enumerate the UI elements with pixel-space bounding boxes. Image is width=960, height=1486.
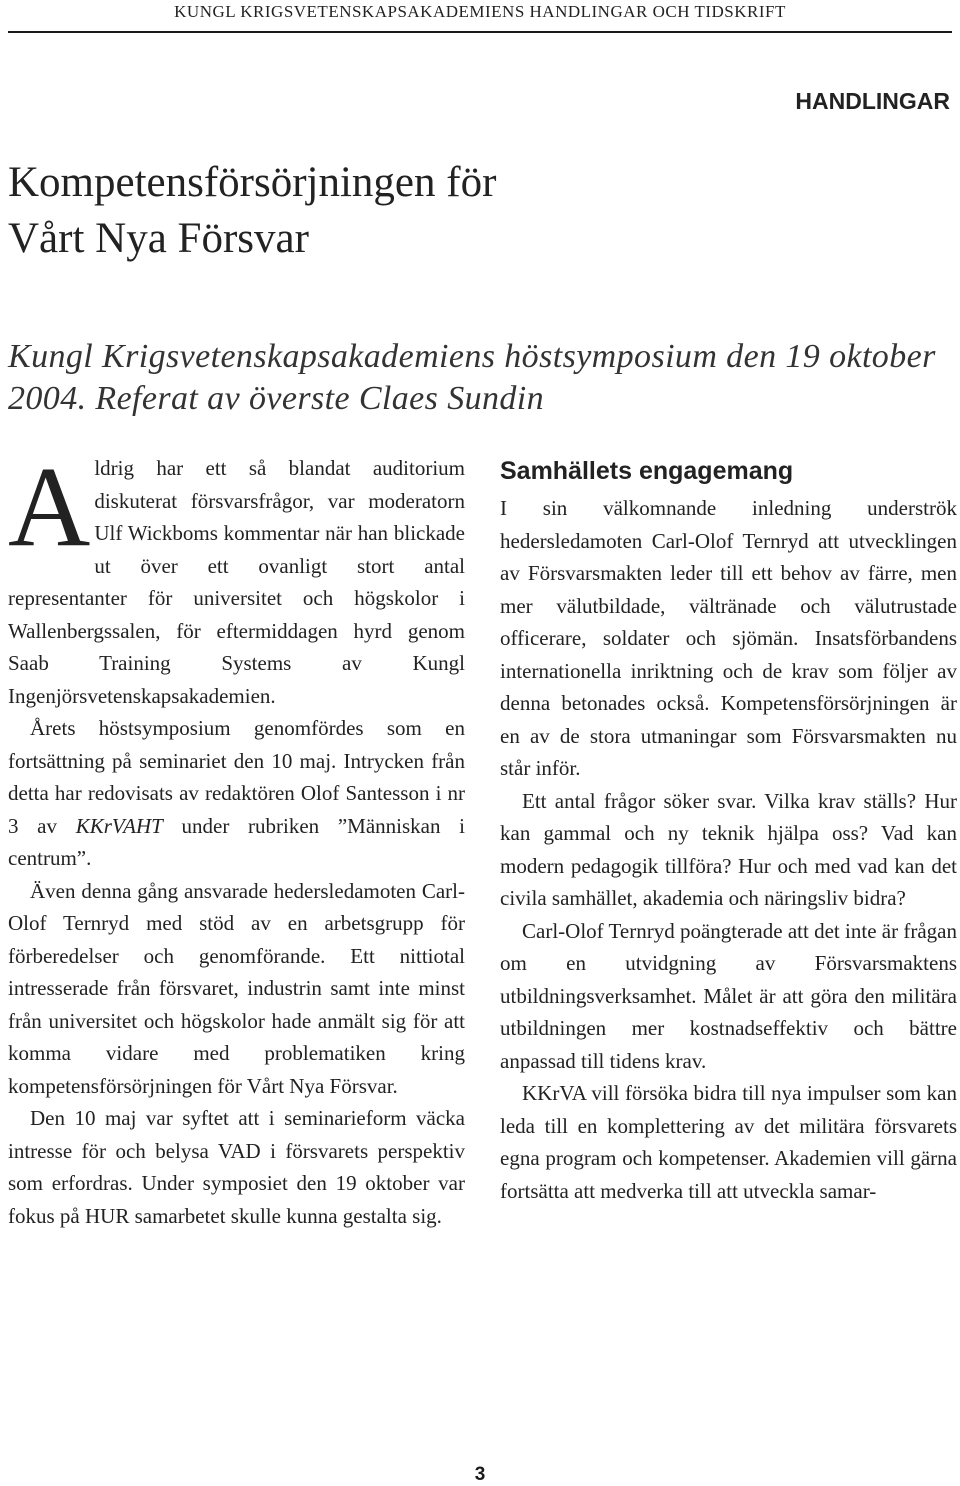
lead-paragraph xyxy=(8,443,465,712)
article-subtitle: Kungl Krigsvetenskapsakademiens höstsymposium den 19 oktober 2004. Referat av överste Claes Sundin xyxy=(8,338,936,417)
body-paragraph: I sin välkomnande inledning underströk hedersledamoten Carl-Olof Ternryd att utvecklingen av Försvarsmakten leder till ett behov av färre, men mer välutbildade, vältränade och välutrustade officerare, soldater och sjömän. Insatsförbandens internationella inriktning och de krav som följer av denna betonades också. Kompetensförsörjningen är en av de stora utmaningar som Försvarsmakten nu står inför. xyxy=(500,496,957,780)
section-label: HANDLINGAR xyxy=(795,88,950,114)
header-rule xyxy=(8,31,952,33)
body-paragraph-text-end: under rubriken ”Människan i centrum”. xyxy=(8,813,465,870)
article-title xyxy=(8,155,496,267)
journal-name: KKrVAHT xyxy=(75,813,163,838)
body-paragraph xyxy=(8,712,465,875)
body-paragraph: Ett antal frågor söker svar. Vilka krav ställs? Hur kan gammal och ny teknik hjälpa oss? Vad kan modern pedagogik tillföra? Hur och med vad kan det civila samhället, akademia och näringsliv bidra? xyxy=(500,788,957,910)
running-head: KUNGL KRIGSVETENSKAPSAKADEMIENS HANDLINGAR OCH TIDSKRIFT xyxy=(174,2,786,21)
page-number: 3 xyxy=(474,1464,486,1485)
right-column xyxy=(500,452,957,1207)
body-paragraph: Även denna gång ansvarade hedersledamoten Carl-Olof Ternryd med stöd av en arbetsgrupp för förberedelser och genomförande. Ett nittiotal intresserade från försvaret, industrin samt inte minst från universitet och högskolor hade anmält sig för att komma vidare med problematiken kring kompetensförsörjningen för Vårt Nya Försvar. xyxy=(8,878,465,1098)
section-heading: Samhällets engagemang xyxy=(500,457,794,485)
body-paragraph: Carl-Olof Ternryd poängterade att det inte är frågan om en utvidgning av Försvarsmaktens utbildningsverksamhet. Målet är att göra den militära utbildningen mer kostnadseffektiv och bättre anpassad till tidens krav. xyxy=(500,918,957,1073)
lead-paragraph-text: ldrig har ett så blandat auditorium diskuterat försvarsfrågor, var moderatorn Ulf Wickboms kommentar när han blickade ut över ett ovanligt stort antal representanter för universitet och högskolor i Wallenbergssalen, för eftermiddagen hyrd genom Saab Training Systems av Kungl Ingenjörsvetenskapsakademien. xyxy=(8,456,465,708)
title-line-1: Kompetensförsörjningen för xyxy=(8,159,497,206)
title-line-2: Vårt Nya Försvar xyxy=(8,215,309,262)
body-paragraph-text: Årets höstsymposium genomfördes som en fortsättning på seminariet den 10 maj. Intrycken från detta har redovisats av redaktören Olof Santesson i nr 3 av xyxy=(8,716,465,838)
body-paragraph: KKrVA vill försöka bidra till nya impulser som kan leda till en komplettering av det militära försvarets egna program och kompetenser. Akademien vill gärna fortsätta att medverka till att utveckla samar- xyxy=(500,1081,957,1203)
body-paragraph: Den 10 maj var syftet att i seminarieform väcka intresse för och belysa VAD i försvarets perspektiv som erfordras. Under symposiet den 19 oktober var fokus på HUR samarbetet skulle kunna gestalta sig. xyxy=(8,1106,465,1228)
left-column xyxy=(8,443,465,1232)
drop-cap: A xyxy=(8,443,91,570)
